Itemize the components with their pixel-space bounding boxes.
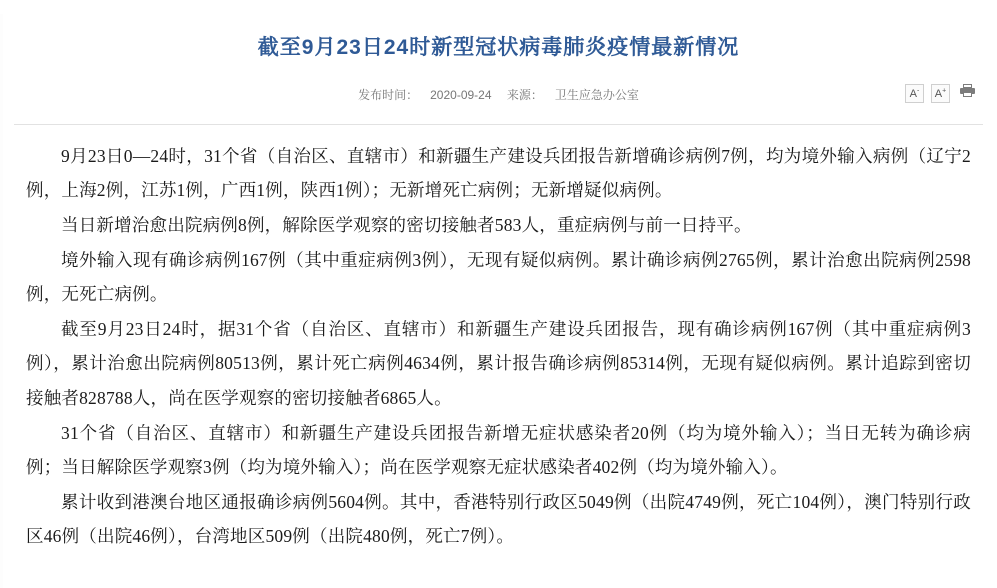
decrease-font-label: A xyxy=(909,87,917,100)
article-body xyxy=(0,125,997,554)
article-meta-bar xyxy=(0,84,997,118)
decrease-font-button[interactable] xyxy=(905,84,924,103)
article-paragraph: 31个省（自治区、直辖市）和新疆生产建设兵团报告新增无症状感染者20例（均为境外输入）；当日无转为确诊病例；当日解除医学观察3例（均为境外输入）；尚在医学观察无症状感染者402例（均为境外输入）。 xyxy=(26,422,971,477)
article-page xyxy=(0,14,997,588)
article-meta xyxy=(0,84,997,106)
article-paragraph: 9月23日0—24时，31个省（自治区、直辖市）和新疆生产建设兵团报告新增确诊病例7例，均为境外输入病例（辽宁2例，上海2例，江苏1例，广西1例，陕西1例）；无新增死亡病例；无新增疑似病例。 xyxy=(26,145,971,200)
article-tools xyxy=(905,84,977,103)
page-title: 截至9月23日24时新型冠状病毒肺炎疫情最新情况 xyxy=(257,36,740,60)
article-paragraph: 截至9月23日24时，据31个省（自治区、直辖市）和新疆生产建设兵团报告，现有确诊病例167例（其中重症病例3例），累计治愈出院病例80513例，累计死亡病例4634例，累计报告确诊病例85314例，无现有疑似病例。累计追踪到密切接触者828788人，尚在医学观察的密切接触者6865人。 xyxy=(26,319,971,408)
publish-time-value: 2020-09-24 xyxy=(430,87,492,102)
printer-icon xyxy=(960,84,975,97)
source-label: 来源： xyxy=(506,87,543,102)
increase-font-button[interactable] xyxy=(931,84,950,103)
increase-font-sup: + xyxy=(942,86,947,94)
decrease-font-sup: - xyxy=(917,86,920,94)
increase-font-label: A xyxy=(934,87,943,100)
article-paragraph: 累计收到港澳台地区通报确诊病例5604例。其中，香港特别行政区5049例（出院4749例，死亡104例），澳门特别行政区46例（出院46例），台湾地区509例（出院480例，死亡7例）。 xyxy=(26,491,971,546)
source-value: 卫生应急办公室 xyxy=(554,87,639,102)
article-paragraph: 当日新增治愈出院病例8例，解除医学观察的密切接触者583人，重症病例与前一日持平。 xyxy=(61,214,752,235)
print-button[interactable] xyxy=(957,84,977,103)
publish-time-label: 发布时间： xyxy=(358,87,419,102)
article-paragraph: 境外输入现有确诊病例167例（其中重症病例3例），无现有疑似病例。累计确诊病例2765例，累计治愈出院病例2598例，无死亡病例。 xyxy=(26,250,971,305)
